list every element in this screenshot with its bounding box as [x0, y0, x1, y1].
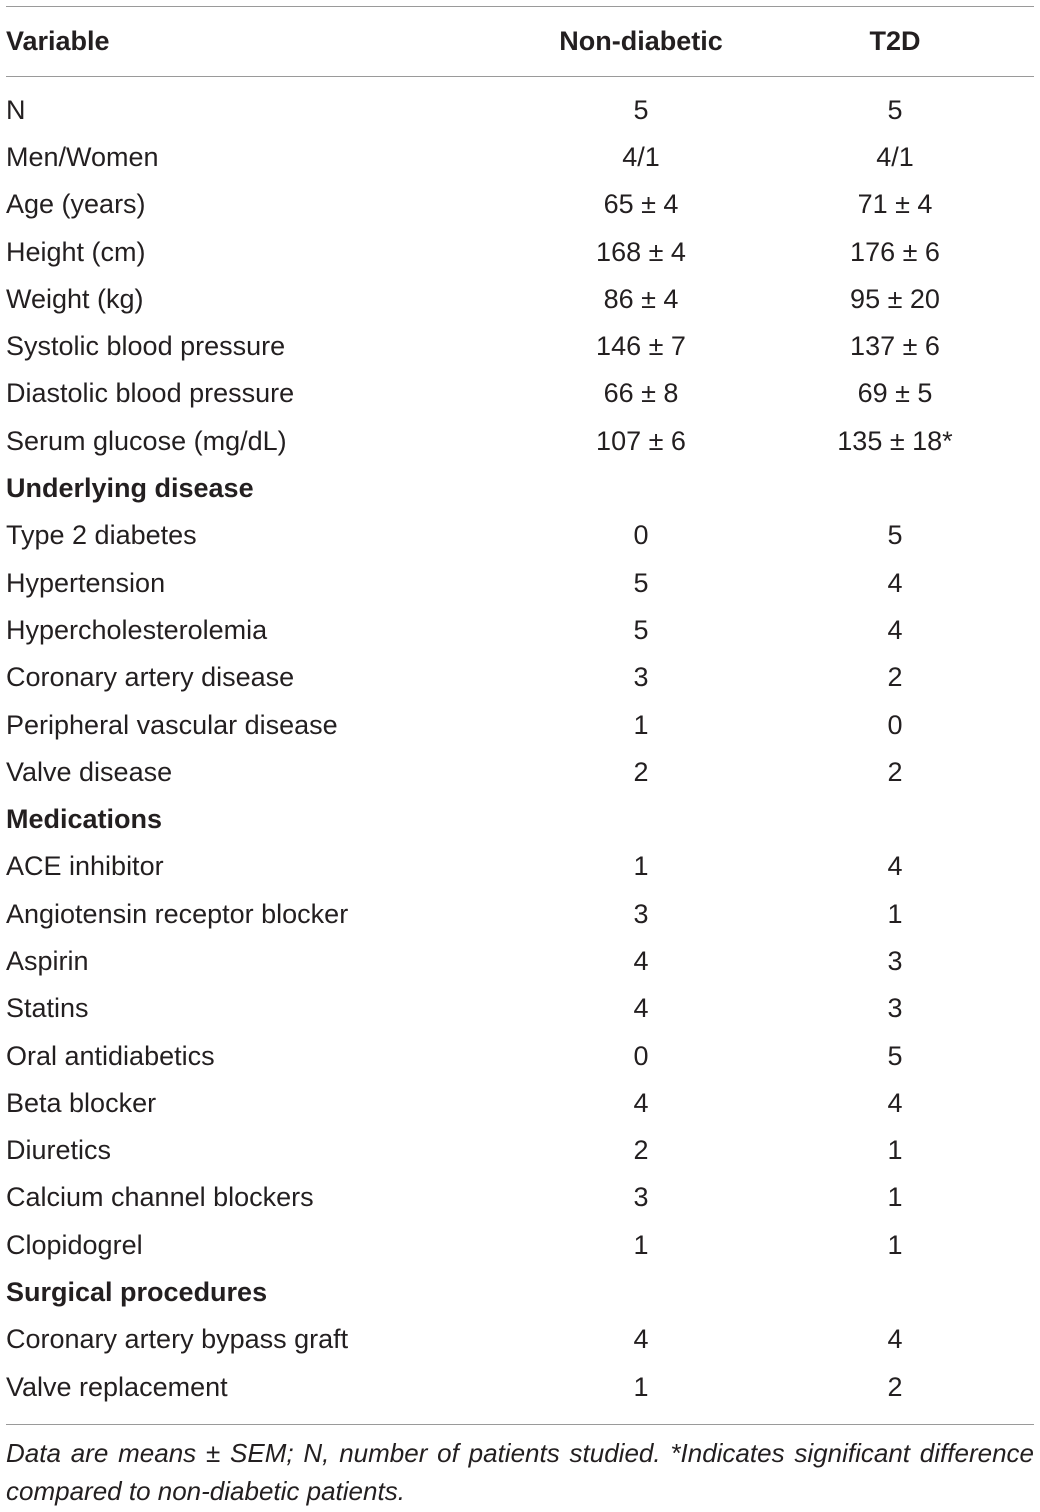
- row-label: Serum glucose (mg/dL): [6, 425, 287, 456]
- row-label: Coronary artery bypass graft: [6, 1324, 349, 1355]
- section-heading: Surgical procedures: [6, 1277, 268, 1308]
- row-label: ACE inhibitor: [6, 851, 164, 882]
- non-diabetic-value: 1: [633, 709, 649, 740]
- row-label: Hypertension: [6, 567, 166, 598]
- section-heading: Medications: [6, 804, 163, 835]
- t2d-value: 3: [887, 993, 903, 1024]
- header-t2d: T2D: [869, 26, 921, 56]
- t2d-value: 1: [887, 1229, 903, 1260]
- table-row: [6, 701, 1034, 748]
- table-footnote: Data are means ± SEM; N, number of patients studied. *Indicates significant difference compared to non-diabetic patients.: [6, 1438, 1034, 1506]
- non-diabetic-value: 3: [633, 898, 649, 929]
- row-label: Age (years): [6, 189, 146, 220]
- section-row-medications: [6, 795, 1034, 842]
- non-diabetic-value: 4: [633, 1324, 649, 1355]
- non-diabetic-value: 4: [633, 993, 649, 1024]
- table-row: [6, 86, 1034, 133]
- row-label: Weight (kg): [6, 283, 144, 314]
- row-label: N: [6, 94, 26, 125]
- table-row: [6, 1127, 1034, 1174]
- table-row: [6, 133, 1034, 180]
- non-diabetic-value: 168 ± 4: [596, 236, 686, 267]
- non-diabetic-value: 5: [633, 94, 649, 125]
- row-label: Diuretics: [6, 1135, 112, 1166]
- table-row: [6, 370, 1034, 417]
- header-row: [6, 18, 1034, 64]
- row-label: Type 2 diabetes: [6, 520, 197, 551]
- non-diabetic-value: [526, 795, 756, 842]
- row-label: Oral antidiabetics: [6, 1040, 215, 1071]
- t2d-value: 3: [887, 945, 903, 976]
- header-non-diabetic: Non-diabetic: [559, 26, 723, 56]
- section-heading: Underlying disease: [6, 473, 254, 504]
- table-row: [6, 275, 1034, 322]
- table-row: [6, 606, 1034, 653]
- row-label: Valve disease: [6, 756, 173, 787]
- table-row: [6, 1032, 1034, 1079]
- non-diabetic-value: 0: [633, 520, 649, 551]
- table-row: [6, 1316, 1034, 1363]
- non-diabetic-value: 1: [633, 851, 649, 882]
- t2d-value: 2: [887, 662, 903, 693]
- row-label: Valve replacement: [6, 1371, 228, 1402]
- t2d-value: 4: [887, 614, 903, 645]
- row-label: Calcium channel blockers: [6, 1182, 314, 1213]
- table-row: [6, 748, 1034, 795]
- non-diabetic-value: 4/1: [622, 141, 660, 172]
- table-row: [6, 1079, 1034, 1126]
- table-row: [6, 1221, 1034, 1268]
- non-diabetic-value: 1: [633, 1229, 649, 1260]
- row-label: Men/Women: [6, 141, 159, 172]
- t2d-value: [756, 1268, 1034, 1315]
- t2d-value: 4: [887, 1324, 903, 1355]
- t2d-value: 4/1: [876, 141, 914, 172]
- section-row-underlying-disease: [6, 464, 1034, 511]
- row-label: Systolic blood pressure: [6, 331, 286, 362]
- t2d-value: 5: [887, 1040, 903, 1071]
- t2d-value: 71 ± 4: [857, 189, 933, 220]
- table-row: [6, 181, 1034, 228]
- t2d-value: 176 ± 6: [850, 236, 940, 267]
- non-diabetic-value: 66 ± 8: [603, 378, 679, 409]
- bottom-rule: [6, 1424, 1034, 1425]
- non-diabetic-value: 146 ± 7: [596, 331, 686, 362]
- table-row: [6, 985, 1034, 1032]
- table-row: [6, 228, 1034, 275]
- non-diabetic-value: [526, 1268, 756, 1315]
- table-row: [6, 417, 1034, 464]
- non-diabetic-value: 1: [633, 1371, 649, 1402]
- t2d-value: 4: [887, 851, 903, 882]
- table-row: [6, 890, 1034, 937]
- t2d-value: 1: [887, 1135, 903, 1166]
- row-label: Height (cm): [6, 236, 146, 267]
- row-label: Clopidogrel: [6, 1229, 143, 1260]
- row-label: Coronary artery disease: [6, 662, 295, 693]
- t2d-value: 2: [887, 756, 903, 787]
- row-label: Peripheral vascular disease: [6, 709, 338, 740]
- patient-characteristics-table: [6, 18, 1034, 1410]
- t2d-value: 5: [887, 520, 903, 551]
- t2d-value: [756, 795, 1034, 842]
- non-diabetic-value: 3: [633, 1182, 649, 1213]
- row-label: Statins: [6, 993, 89, 1024]
- row-label: Diastolic blood pressure: [6, 378, 295, 409]
- table-row: [6, 843, 1034, 890]
- non-diabetic-value: 107 ± 6: [596, 425, 686, 456]
- row-label: Aspirin: [6, 945, 89, 976]
- non-diabetic-value: 2: [633, 756, 649, 787]
- non-diabetic-value: 4: [633, 945, 649, 976]
- t2d-value: 95 ± 20: [850, 283, 940, 314]
- t2d-value: 69 ± 5: [857, 378, 933, 409]
- non-diabetic-value: 4: [633, 1087, 649, 1118]
- t2d-value: 1: [887, 1182, 903, 1213]
- non-diabetic-value: 2: [633, 1135, 649, 1166]
- table-row: [6, 1174, 1034, 1221]
- non-diabetic-value: 5: [633, 614, 649, 645]
- non-diabetic-value: 0: [633, 1040, 649, 1071]
- table-row: [6, 937, 1034, 984]
- table-row: [6, 512, 1034, 559]
- section-row-surgical-procedures: [6, 1268, 1034, 1315]
- t2d-value: 5: [887, 94, 903, 125]
- table-row: [6, 322, 1034, 369]
- non-diabetic-value: 5: [633, 567, 649, 598]
- t2d-value: 4: [887, 567, 903, 598]
- table-row: [6, 1363, 1034, 1410]
- table-row: [6, 559, 1034, 606]
- table-row: [6, 654, 1034, 701]
- t2d-value: 137 ± 6: [850, 331, 940, 362]
- t2d-value: 2: [887, 1371, 903, 1402]
- t2d-value: 4: [887, 1087, 903, 1118]
- non-diabetic-value: 86 ± 4: [603, 283, 679, 314]
- non-diabetic-value: 3: [633, 662, 649, 693]
- t2d-value: 1: [887, 898, 903, 929]
- t2d-value: [756, 464, 1034, 511]
- top-rule: [6, 6, 1034, 7]
- row-label: Beta blocker: [6, 1087, 157, 1118]
- row-label: Angiotensin receptor blocker: [6, 898, 349, 929]
- header-variable: Variable: [6, 26, 110, 56]
- non-diabetic-value: 65 ± 4: [603, 189, 679, 220]
- row-label: Hypercholesterolemia: [6, 614, 268, 645]
- non-diabetic-value: [526, 464, 756, 511]
- t2d-value: 0: [887, 709, 903, 740]
- t2d-value: 135 ± 18*: [837, 425, 953, 456]
